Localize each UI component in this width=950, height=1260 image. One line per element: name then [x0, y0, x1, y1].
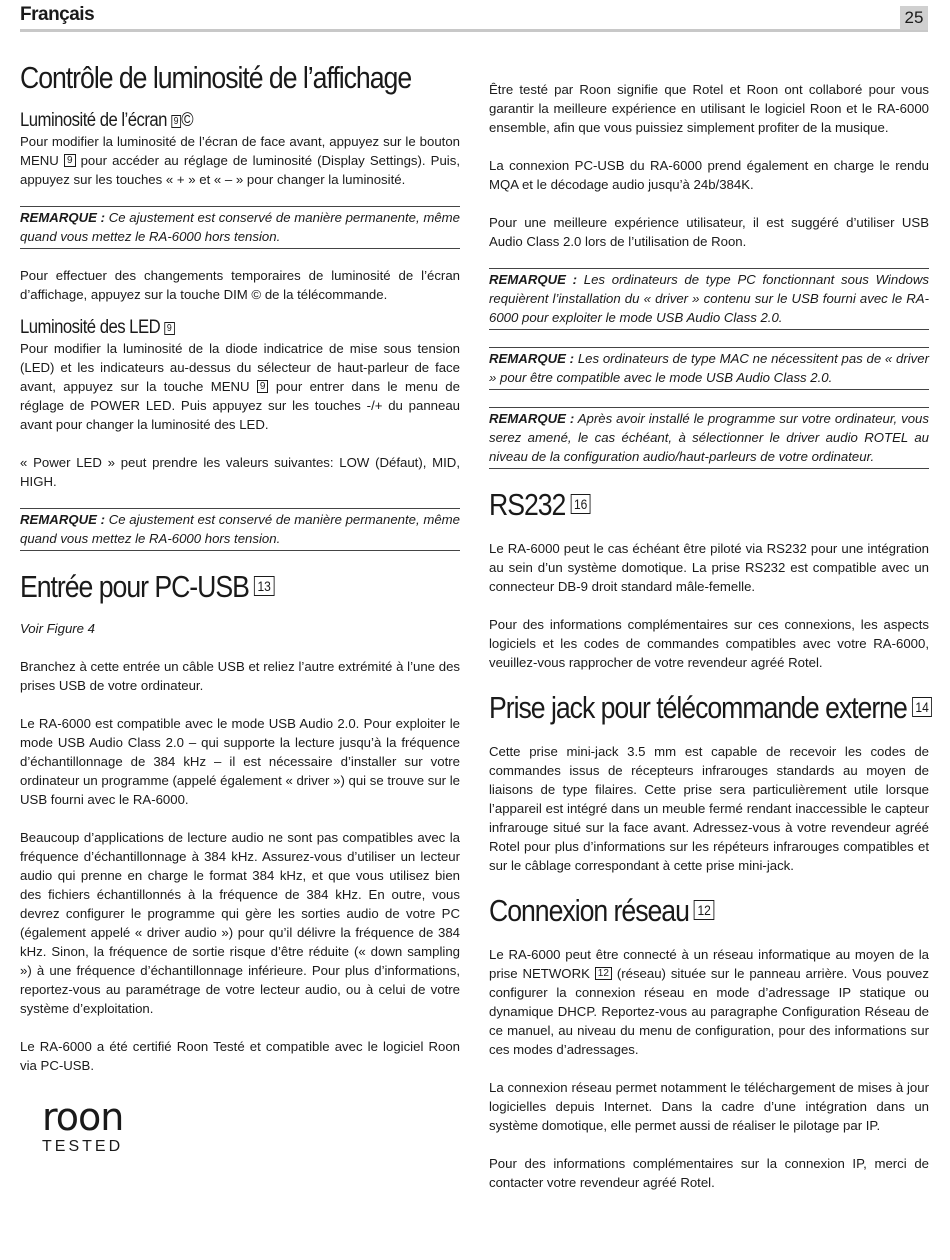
header-rule — [20, 29, 928, 32]
paragraph: Beaucoup d’applications de lecture audio ne sont pas compatibles avec la fréquence d’échantillonnage à 384 kHz. Assurez-vous d’utiliser un lecteur audio qui prenne en charge le format 384 kHz, et que vous utilisez bien des fichiers échantillonnés à la fréquence de 384 kHz. En outre, vous devrez configurer le programme qui gère les sorties audio de votre PC (également appelé « driver audio ») pour qu’il délivre la fréquence de 384 kHz. Sinon, la fréquence de sortie risque d’être réduite (« down sampling ») à une fréquence d’échantillonnage inférieure. Pour plus d’informations, reportez-vous au paramétrage de votre lecteur audio, ou à celui de votre système d’exploitation. — [20, 830, 460, 1016]
paragraph: « Power LED » peut prendre les valeurs suivantes: LOW (Défaut), MID, HIGH. — [20, 455, 460, 489]
paragraph: Le RA-6000 peut être connecté à un réseau informatique au moyen de la prise NETWORK 12 (réseau) située sur le panneau arrière. Vous pouvez configurer la connexion réseau en mode d’adressage IP statique ou dynamique DHCP. Reportez-vous au paragraphe Configuration Réseau de ce manuel, au niveau du menu de configuration, pour des informations sur ces modes d’adressages. — [489, 947, 929, 1057]
page-number: 25 — [900, 6, 928, 30]
ref-box: 13 — [254, 576, 274, 596]
ref-box: 14 — [912, 697, 932, 717]
heading-rs232: RS232 16 — [489, 487, 867, 523]
ref-box: 9 — [257, 380, 269, 393]
language-label: Français — [20, 4, 95, 25]
ref-box: 12 — [595, 967, 612, 980]
paragraph: Le RA-6000 a été certifié Roon Testé et compatible avec le logiciel Roon via PC-USB. — [20, 1039, 460, 1073]
paragraph: Pour des informations complémentaires sur ces connexions, les aspects logiciels et les codes de commandes compatibles avec votre RA-6000, veuillez-vous rapprocher de votre revendeur agréé Rotel. — [489, 617, 929, 670]
paragraph: Le RA-6000 peut le cas échéant être piloté via RS232 pour une intégration au sein d’un système domotique. La prise RS232 est compatible avec un connecteur DB-9 droit standard mâle-femelle. — [489, 541, 929, 594]
paragraph: La connexion réseau permet notamment le téléchargement de mises à jour logicielles depuis Internet. Dans la cadre d’une intégration dans un système domotique, elle permet aussi de réaliser le pilotage par IP. — [489, 1080, 929, 1133]
paragraph: Pour modifier la luminosité de l’écran de face avant, appuyez sur le bouton MENU 9 pour accéder au réglage de luminosité (Display Settings). Puis, appuyez sur les touches « + » et « – » pour changer la luminosité. — [20, 134, 460, 187]
paragraph: Le RA-6000 est compatible avec le mode USB Audio 2.0. Pour exploiter le mode USB Audio Class 2.0 – qui supporte la lecture jusqu’à la fréquence d’échantillonnage de 384 kHz – il est nécessaire d’installer sur votre ordinateur un programme (appelé également « driver ») qui se trouve sur le USB fourni avec le RA-6000. — [20, 716, 460, 807]
heading-led-brightness: Luminosité des LED 9 — [20, 317, 407, 339]
paragraph: Pour une meilleure expérience utilisateur, il est suggéré d’utiliser USB Audio Class 2.0 lors de l’utilisation de Roon. — [489, 215, 929, 249]
paragraph: La connexion PC-USB du RA-6000 prend également en charge le rendu MQA et le décodage audio jusqu’à 24b/384K. — [489, 158, 929, 192]
heading-display-brightness: Contrôle de luminosité de l’affichage — [20, 60, 412, 95]
paragraph: Branchez à cette entrée un câble USB et reliez l’autre extrémité à l’une des prises USB de votre ordinateur. — [20, 659, 460, 693]
note-box: REMARQUE : Les ordinateurs de type MAC ne nécessitent pas de « driver » pour être compatible avec le mode USB Audio Class 2.0. — [489, 347, 929, 390]
ref-box: 9 — [164, 322, 174, 335]
note-box: REMARQUE : Après avoir installé le programme sur votre ordinateur, vous serez amené, le cas échéant, à sélectionner le driver audio ROTEL au niveau de la configuration audio/haut-parleurs de votre ordinateur. — [489, 407, 929, 469]
ref-box: 16 — [571, 494, 591, 514]
note-box: REMARQUE : Les ordinateurs de type PC fonctionnant sous Windows requièrent l’installation du « driver » contenu sur le USB fourni avec le RA-6000 pour exploiter le mode USB Audio Class 2.0. — [489, 268, 929, 330]
remote-ref: © — [181, 110, 194, 131]
left-column — [20, 60, 460, 1156]
paragraph: Cette prise mini-jack 3.5 mm est capable de recevoir les codes de commandes issus de récepteurs infrarouges standards au moyen de liaisons de type filaires. Cette prise sera particulièrement utile lorsque l’appareil est intégré dans un meuble fermé rendant inaccessible le capteur infrarouge situé sur la face avant. Adressez-vous à votre revendeur agréé Rotel pour plus d’informations sur les répéteurs infrarouges compatibles et sur le câblage correspondant à cette prise mini-jack. — [489, 744, 929, 873]
ref-box: 9 — [171, 115, 181, 128]
paragraph: Pour effectuer des changements temporaires de luminosité de l’écran d’affichage, appuyez sur la touche DIM © de la télécommande. — [20, 268, 460, 302]
ref-box: 9 — [64, 154, 76, 167]
page-header — [20, 0, 928, 32]
heading-network: Connexion réseau 12 — [489, 893, 867, 929]
heading-screen-brightness: Luminosité de l’écran 9 © — [20, 110, 194, 131]
paragraph: Pour des informations complémentaires sur la connexion IP, merci de contacter votre revendeur agréé Rotel. — [489, 1156, 929, 1190]
note-box: REMARQUE : Ce ajustement est conservé de manière permanente, même quand vous mettez le RA-6000 hors tension. — [20, 508, 460, 551]
heading-pc-usb: Entrée pour PC-USB 13 — [20, 569, 398, 605]
paragraph: Pour modifier la luminosité de la diode indicatrice de mise sous tension (LED) et les indicateurs au-dessus du sélecteur de haut-parleur de face avant, appuyez sur la touche MENU 9 pour entrer dans le menu de réglage de POWER LED. Puis appuyez sur les touches -/+ du panneau avant pour changer la luminosité des LED. — [20, 341, 460, 432]
paragraph: Être testé par Roon signifie que Rotel et Roon ont collaboré pour vous garantir la meilleure expérience en utilisant le logiciel Roon et le RA-6000 ensemble, afin que vous puissiez simplement profiter de la musique. — [489, 82, 929, 135]
heading-remote-jack: Prise jack pour télécommande externe 14 — [489, 690, 867, 726]
right-column — [489, 80, 929, 1192]
roon-tested-logo: roon TESTED — [42, 1095, 124, 1155]
ref-box: 12 — [694, 900, 714, 920]
figure-ref: Voir Figure 4 — [20, 621, 96, 636]
note-box: REMARQUE : Ce ajustement est conservé de manière permanente, même quand vous mettez le RA-6000 hors tension. — [20, 206, 460, 249]
